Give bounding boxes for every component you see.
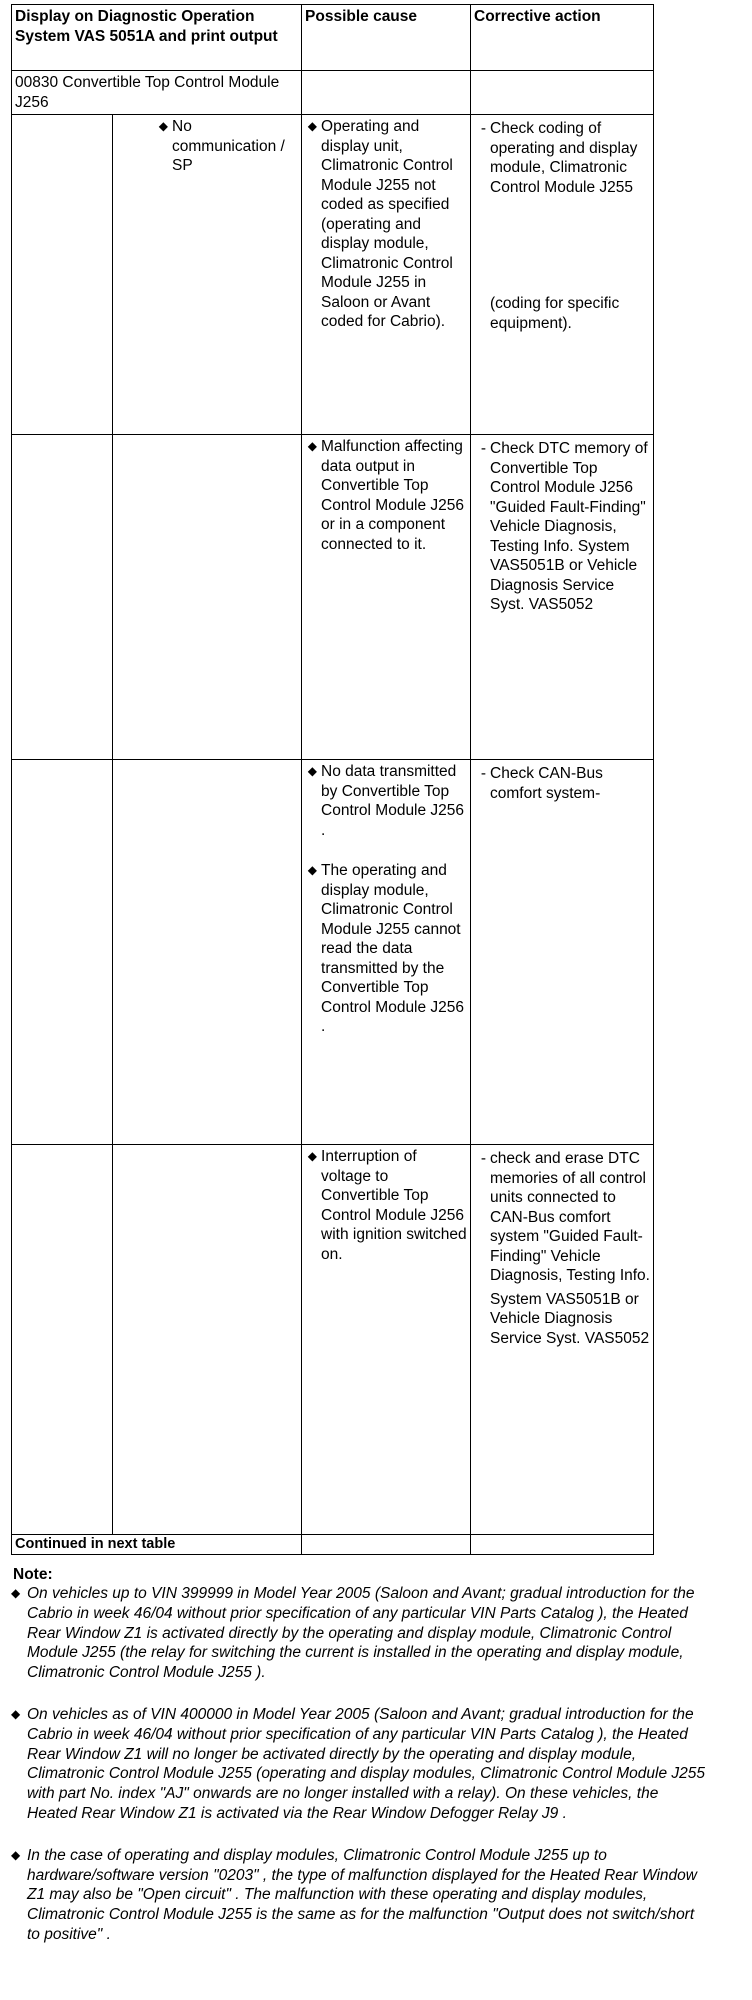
possible-cause-cell [302, 435, 471, 760]
continued-label: Continued in next table [12, 1535, 302, 1555]
module-label: 00830 Convertible Top Control Module J256 [12, 71, 302, 115]
note-item [11, 1584, 711, 1683]
note-item [11, 1846, 711, 1945]
bullet-icon: ◆ [307, 439, 318, 453]
dash-icon: - [480, 120, 487, 137]
bullet-icon: ◆ [11, 1706, 21, 1721]
cause-text: Operating and display unit, Climatronic Control Module J255 not coded as specified (operating and display module, Climatronic Control Module J255 in Saloon or Avant coded for Cabrio). [321, 118, 453, 330]
action-text: check and erase DTC memories of all control units connected to CAN-Bus comfort system "Guided Fault-Finding" Vehicle Diagnosis, Testing Info. [490, 1150, 650, 1284]
bullet-icon: ◆ [307, 119, 318, 133]
note-text: On vehicles as of VIN 400000 in Model Year 2005 (Saloon and Avant; gradual introduction for the Cabrio in week 46/04 without prior specification of any particular VIN Parts Catalog ), the Heated Rear Window Z1 will no longer be activated directly by the operating and display module, Climatronic Control Module J255 (operating and display modules, Climatronic Control Module J255 with part No. index "AJ" onwards are no longer installed with a relay). On these vehicles, the Heated Rear Window Z1 is activated via the Rear Window Defogger Relay J9 . [27, 1705, 706, 1822]
cause-text: No data transmitted by Convertible Top Control Module J256 . [321, 763, 465, 839]
note-item [11, 1705, 711, 1824]
action-text: Check DTC memory of Convertible Top Control Module J256 "Guided Fault-Finding" Vehicle Diagnosis, Testing Info. System VAS5051B or Vehicle Diagnosis Service Syst. VAS5052 [490, 440, 648, 613]
corrective-action-cell [471, 115, 654, 435]
corrective-action-cell [471, 760, 654, 1145]
cause-text: Malfunction affecting data output in Convertible Top Control Module J256 or in a component connected to it. [321, 438, 465, 553]
diagnostic-table [11, 4, 654, 1555]
bullet-icon: ◆ [307, 764, 318, 778]
header-possible-cause: Possible cause [302, 5, 471, 71]
bullet-icon: ◆ [158, 119, 168, 133]
corrective-action-cell [471, 1145, 654, 1535]
possible-cause-cell [302, 760, 471, 1145]
cause-text: The operating and display module, Climatronic Control Module J255 cannot read the data transmitted by the Convertible Top Control Module J256 . [321, 862, 465, 1035]
action-text: Check CAN-Bus comfort system- [490, 765, 603, 802]
note-title: Note: [13, 1566, 53, 1583]
action-extra: (coding for specific equipment). [490, 295, 620, 332]
dash-icon: - [480, 1150, 487, 1167]
cause-text: Interruption of voltage to Convertible Top Control Module J256 with ignition switched on. [321, 1148, 467, 1263]
note-text: On vehicles up to VIN 399999 in Model Year 2005 (Saloon and Avant; gradual introduction for the Cabrio in week 46/04 without prior specification of any particular VIN Parts Catalog ), the Heated Rear Window Z1 is activated directly by the operating and display module, Climatronic Control Module J255 (the relay for switching the current is installed in the operating and display module, Climatronic Control Module J255 ). [27, 1585, 695, 1682]
notes-list [11, 1584, 711, 1967]
header-corrective-action: Corrective action [471, 5, 654, 71]
action-extra: System VAS5051B or Vehicle Diagnosis Service Syst. VAS5052 [490, 1290, 650, 1347]
dash-icon: - [480, 765, 487, 782]
display-item: ◆ No communication / SP [113, 115, 302, 435]
possible-cause-cell [302, 115, 471, 435]
bullet-icon: ◆ [11, 1847, 21, 1862]
header-display: Display on Diagnostic Operation System VAS 5051A and print output [12, 5, 302, 71]
bullet-icon: ◆ [307, 1149, 318, 1163]
possible-cause-cell [302, 1145, 471, 1535]
dash-icon: - [480, 440, 487, 457]
bullet-icon: ◆ [307, 863, 318, 877]
action-text: Check coding of operating and display module, Climatronic Control Module J255 [490, 120, 638, 196]
note-text: In the case of operating and display modules, Climatronic Control Module J255 up to hardware/software version "0203" , the type of malfunction displayed for the Heated Rear Window Z1 may also be "Open circuit" . The malfunction with these operating and display modules, Climatronic Control Module J255 is the same as for the malfunction "Output does not switch/short to positive" . [27, 1846, 697, 1943]
bullet-icon: ◆ [11, 1586, 21, 1600]
corrective-action-cell [471, 435, 654, 760]
